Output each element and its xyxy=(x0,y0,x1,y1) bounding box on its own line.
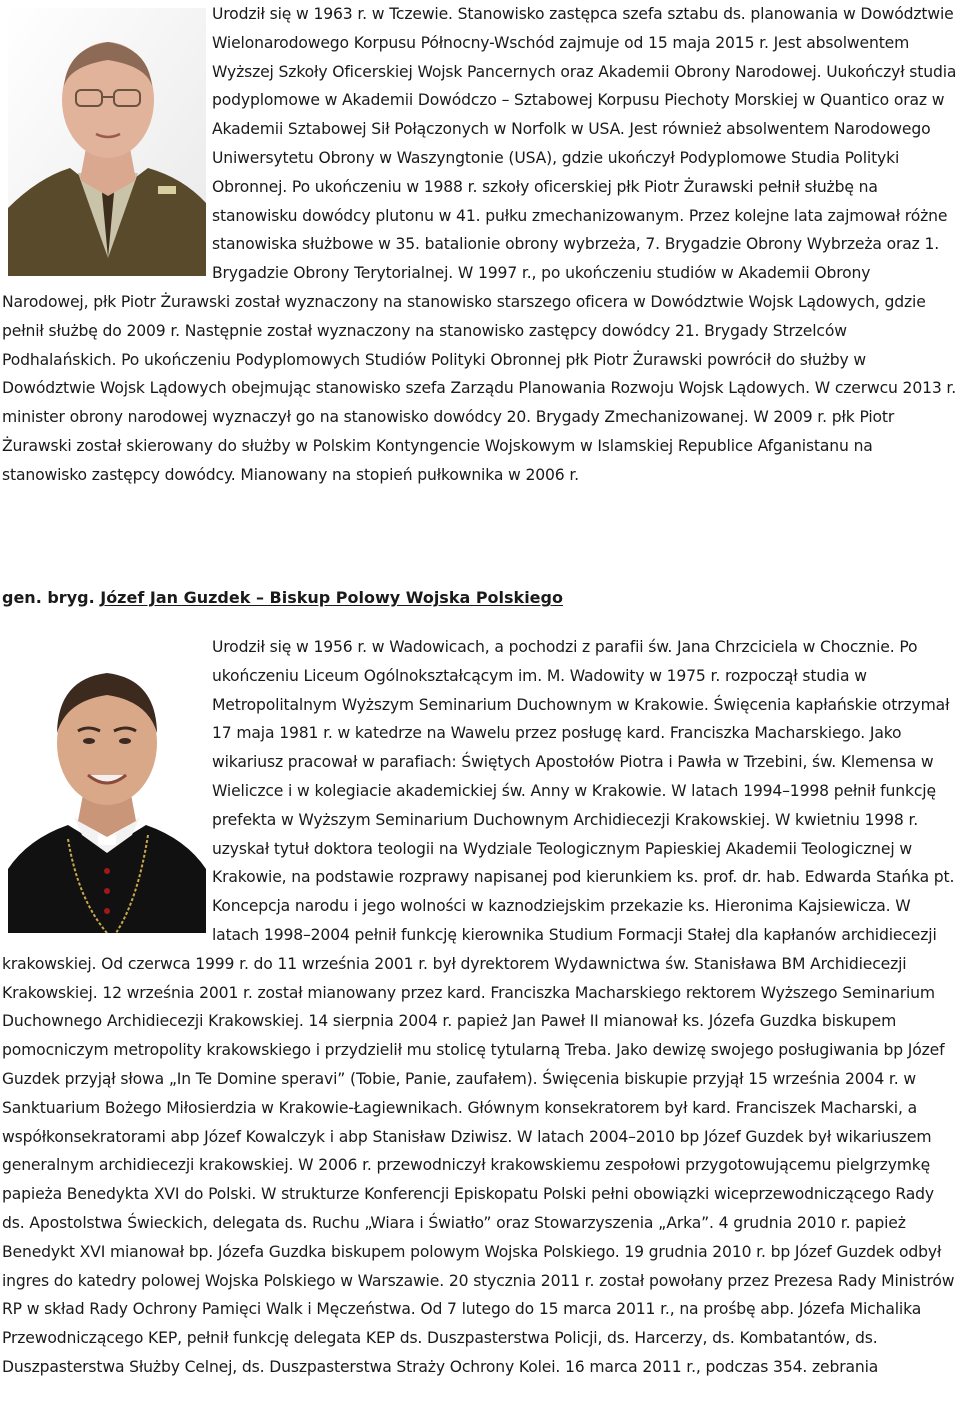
biography-paragraph-1: Urodził się w 1963 r. w Tczewie. Stanowisko zastępca szefa sztabu ds. planowania w Dowództwie Wielonarodowego Korpusu Północny-Wschód zajmuje od 15 maja 2015 r. Jest absolwentem Wyższej Szkoły Oficerskiej Wojsk Pancernych oraz Akademii Obrony Narodowej. Uukończył studia podyplomowe w Akademii Dowódczo – Sztabowej Korpusu Piechoty Morskiej w Quantico oraz w Akademii Sztabowej Sił Połączonych w Norfolk w USA. Jest również absolwentem Narodowego Uniwersytetu Obrony w Waszyngtonie (USA), gdzie ukończył Podyplomowe Studia Polityki Obronnej. Po ukończeniu w 1988 r. szkoły oficerskiej płk Piotr Żurawski pełnił służbę na stanowisku dowódcy plutonu w 41. pułku zmechanizowanym. Przez kolejne lata zajmował różne stanowiska służbowe w 35. batalionie obrony wybrzeża, 7. Brygadzie Obrony Wybrzeża oraz 1. Brygadzie Obrony Terytorialnej. W 1997 r., po ukończeniu studiów w Akademii Obrony Narodowej, płk Piotr Żurawski został wyznaczony na stanowisko starszego oficera w Dowództwie Wojsk Lądowych, gdzie pełnił służbę do 2009 r. Następnie został wyznaczony na stanowisko zastępcy dowódcy 21. Brygady Strzelców Podhalańskich. Po ukończeniu Podyplomowych Studiów Polityki Obronnej płk Piotr Żurawski powrócił do służby w Dowództwie Wojsk Lądowych obejmując stanowisko szefa Zarządu Planowania Rozwoju Wojsk Lądowych. W czerwcu 2013 r. minister obrony narodowej wyznaczył go na stanowisko dowódcy 20. Brygady Zmechanizowanej. W 2009 r. płk Piotr Żurawski został skierowany do służby w Polskim Kontyngencie Wojskowym w Islamskiej Republice Afganistanu na stanowisko zastępcy dowódcy. Mianowany na stopień pułkownika w 2006 r. xyxy=(2,5,957,484)
bishop-portrait-photo xyxy=(8,639,206,933)
biography-section-1 xyxy=(2,0,958,490)
biography-section-2 xyxy=(2,633,958,1382)
heading-rank: gen. bryg. xyxy=(2,588,95,607)
section-heading xyxy=(2,585,563,611)
biography-paragraph-2: Urodził się w 1956 r. w Wadowicach, a pochodzi z parafii św. Jana Chrzciciela w Chocznie. Po ukończeniu Liceum Ogólnokształcącym im. M. Wadowity w 1975 r. rozpoczął studia w Metropolitalnym Wyższym Seminarium Duchownym w Krakowie. Święcenia kapłańskie otrzymał 17 maja 1981 r. w katedrze na Wawelu przez posługę kard. Franciszka Macharskiego. Jako wikariusz pracował w parafiach: Świętych Apostołów Piotra i Pawła w Trzebini, św. Klemensa w Wieliczce i w kolegiacie akademickiej św. Anny w Krakowie. W latach 1994–1998 pełnił funkcję prefekta w Wyższym Seminarium Duchownym Archidiecezji Krakowskiej. W kwietniu 1998 r. uzyskał tytuł doktora teologii na Wydziale Teologicznym Papieskiej Akademii Teologicznej w Krakowie, na podstawie rozprawy napisanej pod kierunkiem ks. prof. dr. hab. Edwarda Stańka pt. Koncepcja narodu i jego wolności w kaznodziejskim przekazie ks. Hieronima Kajsiewicza. W latach 1998–2004 pełnił funkcję kierownika Studium Formacji Stałej dla kapłanów archidiecezji krakowskiej. Od czerwca 1999 r. do 11 września 2001 r. był dyrektorem Wydawnictwa św. Stanisława BM Archidiecezji Krakowskiej. 12 września 2001 r. został mianowany przez kard. Franciszka Macharskiego rektorem Wyższego Seminarium Duchownego Archidiecezji Krakowskiej. 14 sierpnia 2004 r. papież Jan Paweł II mianował ks. Józefa Guzdka biskupem pomocniczym metropolity krakowskiego i przydzielił mu stolicę tytularną Treba. Jako dewizę swojego posługiwania bp Józef Guzdek przyjął słowa „In Te Domine speravi” (Tobie, Panie, zaufałem). Święcenia biskupie przyjął 15 września 2004 r. w Sanktuarium Bożego Miłosierdzia w Krakowie-Łagiewnikach. Głównym konsekratorem był kard. Franciszek Macharski, a współkonsekratorami abp Józef Kowalczyk i abp Stanisław Dziwisz. W latach 2004–2010 bp Józef Guzdek był wikariuszem generalnym archidiecezji krakowskiej. W 2006 r. przewodniczył krakowskiemu zespołowi przygotowującemu pielgrzymkę papieża Benedykta XVI do Polski. W strukturze Konferencji Episkopatu Polski pełni obowiązki wiceprzewodniczącego Rady ds. Apostolstwa Świeckich, delegata ds. Ruchu „Wiara i Światło” oraz Stowarzyszenia „Arka”. 4 grudnia 2010 r. papież Benedykt XVI mianował bp. Józefa Guzdka biskupem polowym Wojska Polskiego. 19 grudnia 2010 r. bp Józef Guzdek odbył ingres do katedry polowej Wojska Polskiego w Warszawie. 20 stycznia 2011 r. został powołany przez Prezesa Rady Ministrów RP w skład Rady Ochrony Pamięci Walk i Męczeństwa. Od 7 lutego do 15 marca 2011 r., na prośbę abp. Józefa Michalika Przewodniczącego KEP, pełnił funkcję delegata KEP ds. Duszpasterstwa Policji, ds. Harcerzy, ds. Kombatantów, ds. Duszpasterstwa Służby Celnej, ds. Duszpasterstwa Straży Ochrony Kolei. 16 marca 2011 r., podczas 354. zebrania xyxy=(2,638,955,1376)
heading-name-link[interactable]: Józef Jan Guzdek – Biskup Polowy Wojska Polskiego xyxy=(100,588,563,607)
officer-portrait-photo xyxy=(8,8,206,276)
